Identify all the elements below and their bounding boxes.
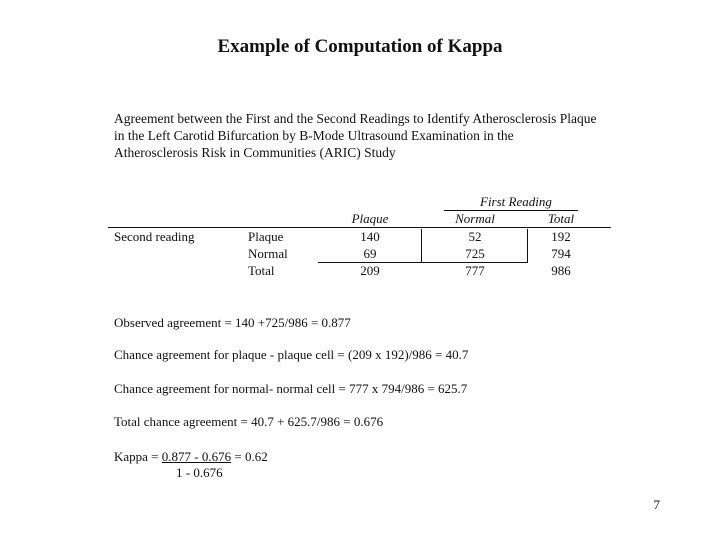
inner-left-rule (421, 229, 422, 262)
col-header-total: Total (547, 211, 575, 226)
cell-total-normal: 777 (465, 263, 485, 278)
slide-title: Example of Computation of Kappa (217, 36, 503, 57)
observed-agreement: Observed agreement = 140 +725/986 = 0.877 (114, 315, 351, 330)
col-header-normal: Normal (455, 211, 495, 226)
col-header-plaque: Plaque (351, 211, 389, 226)
group-header-first-reading: First Reading (480, 194, 552, 209)
cell-total-plaque: 209 (360, 263, 380, 278)
total-chance-agreement: Total chance agreement = 40.7 + 625.7/986 = 0.676 (114, 414, 384, 429)
kappa-numerator: 0.877 - 0.676 (161, 449, 232, 464)
inner-right-rule (527, 229, 528, 262)
cell-total-total: 986 (551, 263, 571, 278)
caption-line-1: Agreement between the First and the Second Readings to Identify Atherosclerosis Plaque (114, 111, 597, 126)
kappa-denominator: 1 - 0.676 (176, 465, 223, 480)
row-label-total: Total (248, 263, 275, 278)
kappa-prefix: Kappa = (114, 449, 162, 464)
cell-plaque-total: 192 (551, 229, 571, 244)
row-group-label: Second reading (114, 229, 195, 244)
chance-agreement-plaque: Chance agreement for plaque - plaque cell = (209 x 192)/986 = 40.7 (114, 347, 469, 362)
cell-plaque-plaque: 140 (360, 229, 380, 244)
row-label-normal: Normal (248, 246, 288, 261)
cell-plaque-normal: 52 (468, 229, 482, 244)
cell-normal-normal: 725 (465, 246, 485, 261)
kappa-result: = 0.62 (231, 449, 268, 464)
kappa-formula (114, 449, 268, 465)
cell-normal-plaque: 69 (363, 246, 377, 261)
chance-agreement-normal: Chance agreement for normal- normal cell = 777 x 794/986 = 625.7 (114, 381, 468, 396)
cell-normal-total: 794 (551, 246, 571, 261)
caption-line-3: Atherosclerosis Risk in Communities (ARIC) Study (114, 145, 396, 160)
caption-line-2: in the Left Carotid Bifurcation by B-Mode Ultrasound Examination in the (114, 128, 514, 143)
header-rule (108, 227, 611, 228)
page-number: 7 (653, 497, 660, 512)
row-label-plaque: Plaque (248, 229, 284, 244)
